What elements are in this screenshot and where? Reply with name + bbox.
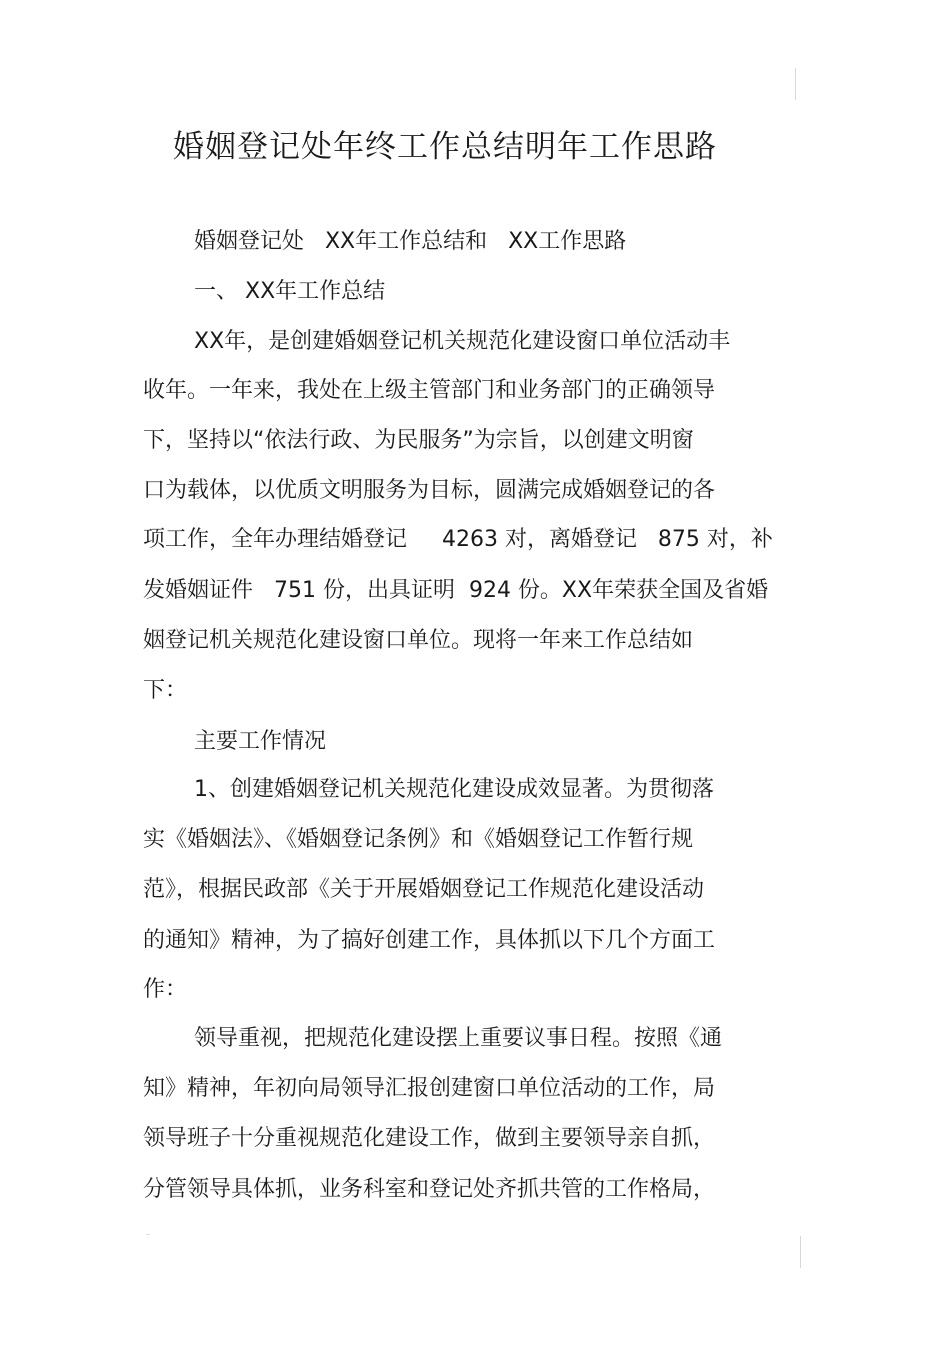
paragraph-line: 领导重视，把规范化建设摆上重要议事日程。按照《通 <box>194 1026 723 1051</box>
document-title: 婚姻登记处年终工作总结明年工作思路 <box>173 129 717 165</box>
paragraph-line: 口为载体，以优质文明服务为目标，圆满完成婚姻登记的各 <box>143 478 716 503</box>
subtitle-line: 婚姻登记处 XX年工作总结和 XX工作思路 <box>194 229 627 254</box>
paragraph-line: 知》精神，年初向局领导汇报创建窗口单位活动的工作，局 <box>143 1076 716 1101</box>
paragraph-line: 姻登记机关规范化建设窗口单位。现将一年来工作总结如 <box>143 628 694 653</box>
paragraph-line: 发婚姻证件 751 份，出具证明 924 份。XX年荣获全国及省婚 <box>143 578 769 603</box>
paragraph-line: 的通知》精神，为了搞好创建工作，具体抓以下几个方面工 <box>143 928 716 953</box>
paragraph-line: 范》，根据民政部《关于开展婚姻登记工作规范化建设活动 <box>143 877 705 902</box>
paragraph-line: 收年。一年来，我处在上级主管部门和业务部门的正确领导 <box>143 378 716 403</box>
paragraph-line: 1、创建婚姻登记机关规范化建设成效显著。为贯彻落 <box>194 777 714 802</box>
page-margin-mark-top <box>795 68 796 100</box>
paragraph-line: 领导班子十分重视规范化建设工作，做到主要领导亲自抓， <box>143 1126 716 1151</box>
paragraph-line: 分管领导具体抓，业务科室和登记处齐抓共管的工作格局， <box>143 1177 716 1202</box>
page-margin-mark-bottom <box>800 1236 801 1268</box>
paragraph-line: 项工作，全年办理结婚登记 4263 对，离婚登记 875 对，补 <box>143 527 773 552</box>
paragraph-line: 下，坚持以“依法行政、为民服务”为宗旨，以创建文明窗 <box>143 428 694 453</box>
page-margin-mark-bottom-left <box>146 1234 150 1235</box>
paragraph-line: 实《婚姻法》、《婚姻登记条例》和《婚姻登记工作暂行规 <box>143 827 694 852</box>
section-heading: 一、 XX年工作总结 <box>194 279 386 304</box>
paragraph-line: 下： <box>143 678 188 703</box>
paragraph-line: XX年，是创建婚姻登记机关规范化建设窗口单位活动丰 <box>194 329 731 354</box>
section-heading: 主要工作情况 <box>194 729 327 754</box>
paragraph-line: 作： <box>143 977 188 1002</box>
